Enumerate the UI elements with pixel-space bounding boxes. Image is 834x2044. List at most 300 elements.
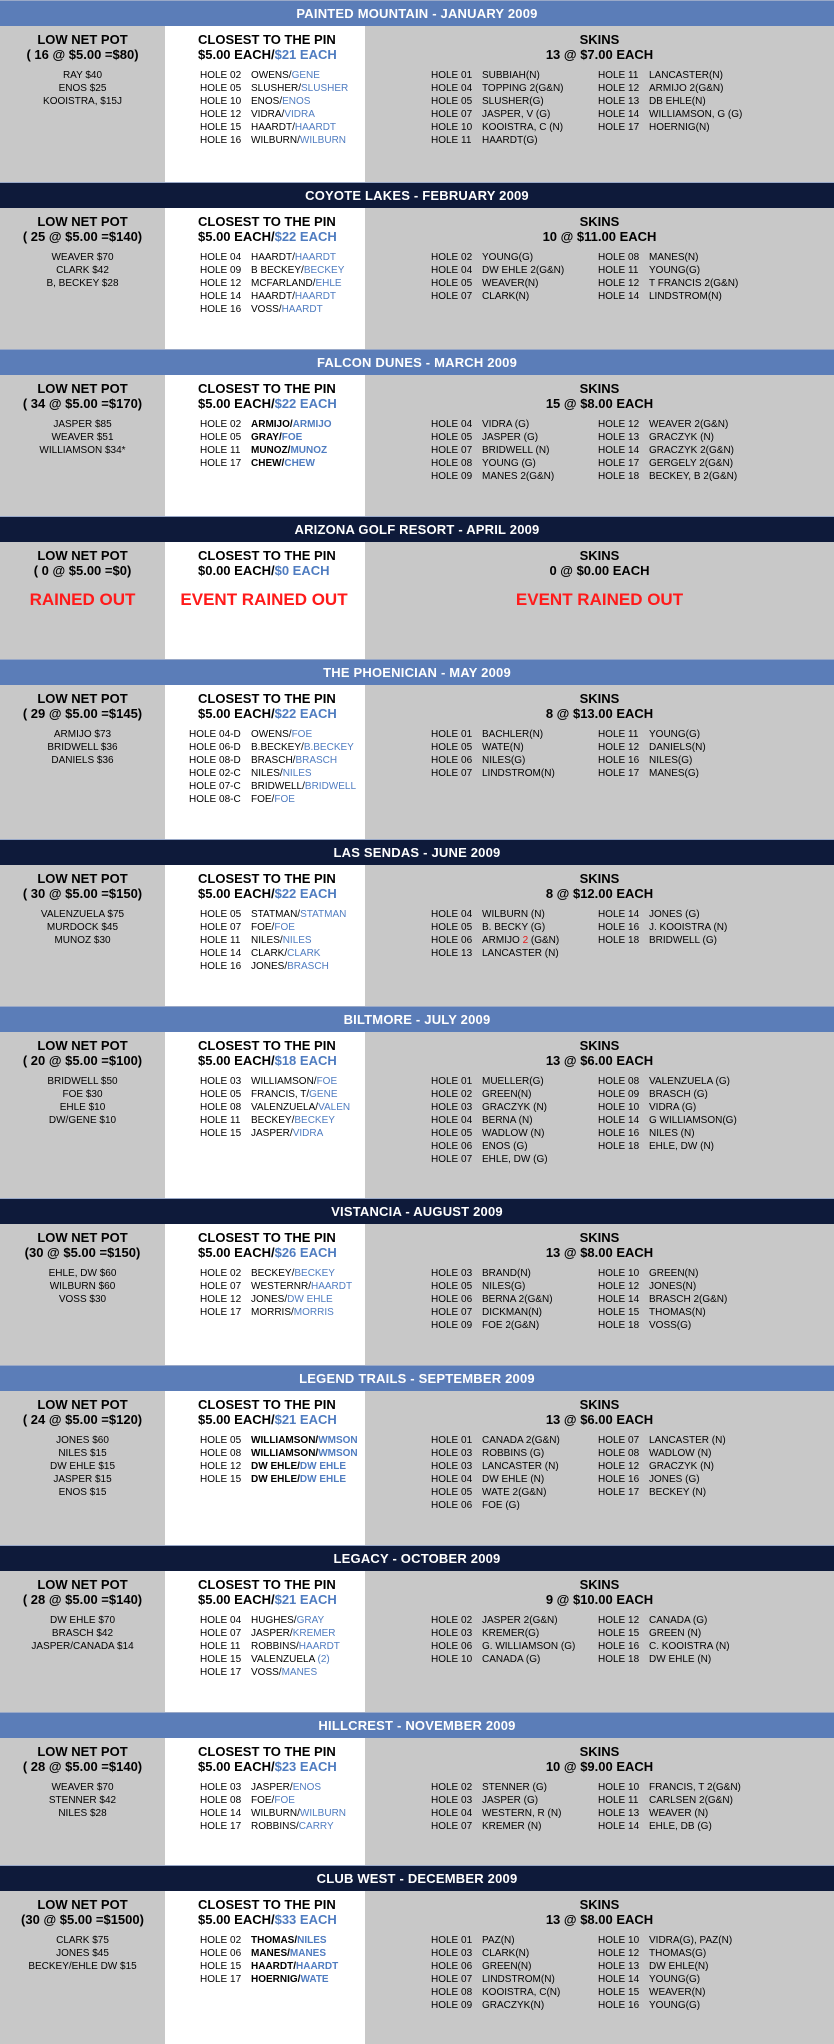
low-net-pot-title: LOW NET POT: [37, 1230, 128, 1245]
skin-row: [598, 1101, 834, 1114]
hole-number: HOLE 03: [431, 1268, 473, 1279]
skin-row: [431, 1627, 598, 1640]
pin-row: [189, 780, 365, 793]
hole-number: HOLE 04: [431, 1115, 473, 1126]
skins-column: [365, 865, 834, 1006]
skin-row: [598, 1781, 834, 1794]
skins-column: [365, 375, 834, 516]
low-net-pot-summary: ( 20 @ $5.00 =$100): [22, 1053, 143, 1068]
low-net-pot-winner: NILES $15: [58, 1448, 107, 1459]
hole-number: HOLE 14: [598, 291, 640, 302]
low-net-pot-title: LOW NET POT: [37, 1397, 128, 1412]
skin-winner: LINDSTROM(N): [649, 291, 722, 302]
hole-number: HOLE 05: [200, 432, 242, 443]
pin-winner-alt: BECKEY: [294, 1115, 335, 1126]
pin-winner-alt: VIDRA: [292, 1128, 324, 1139]
hole-number: HOLE 15: [200, 1961, 242, 1972]
skins-list-column: [365, 1614, 598, 1666]
low-net-pot-winner: DW EHLE $15: [49, 1461, 116, 1472]
payout-base: $0.00 EACH/: [198, 563, 275, 578]
low-net-pot-winner: WILBURN $60: [49, 1281, 116, 1292]
skin-count: 2: [522, 935, 529, 946]
pin-row: [200, 934, 365, 947]
hole-number: HOLE 07-C: [189, 781, 241, 792]
skin-winner: DW EHLE (N): [649, 1654, 712, 1665]
skin-row: [431, 728, 598, 741]
skin-row: [431, 1460, 598, 1473]
pin-row: [200, 108, 365, 121]
hole-number: HOLE 17: [200, 1307, 242, 1318]
low-net-pot-winner: ENOS $25: [58, 83, 107, 94]
hole-number: HOLE 07: [200, 922, 242, 933]
hole-number: HOLE 01: [431, 1435, 473, 1446]
skin-winner: WATE 2(G&N): [482, 1487, 547, 1498]
payout-base: $5.00 EACH/: [198, 1245, 275, 1260]
skin-winner: BRASCH (G): [649, 1089, 708, 1100]
hole-number: HOLE 16: [200, 135, 242, 146]
skin-winner: WADLOW (N): [482, 1128, 545, 1139]
skin-winner: ARMIJO 2(G&N): [649, 83, 724, 94]
skin-winner: HOERNIG(N): [649, 122, 710, 133]
skins-payout: 13 @ $6.00 EACH: [545, 1053, 654, 1068]
hole-number: HOLE 08: [598, 1448, 640, 1459]
payout-total: $0 EACH: [274, 563, 330, 578]
hole-number: HOLE 17: [200, 458, 242, 469]
pin-winner: CHEW/: [251, 458, 285, 469]
pin-row: [200, 1794, 365, 1807]
skin-row: [598, 1460, 834, 1473]
skin-row: [431, 741, 598, 754]
pin-winner: HAARDT/: [251, 291, 295, 302]
pin-winner: JONES/: [251, 961, 288, 972]
low-net-pot-winner: WEAVER $51: [51, 432, 114, 443]
skin-winner: BRIDWELL (N): [482, 445, 550, 456]
closest-to-pin-payout: [165, 886, 365, 901]
skins-list-column: [365, 1267, 598, 1332]
skin-winner: C. KOOISTRA (N): [649, 1641, 730, 1652]
pin-winner-alt: MANES: [289, 1948, 327, 1959]
closest-to-pin-title: CLOSEST TO THE PIN: [198, 1744, 336, 1759]
skin-row: [431, 1947, 598, 1960]
hole-number: HOLE 07: [431, 1154, 473, 1165]
payout-base: $5.00 EACH/: [198, 1912, 275, 1927]
skins-title: SKINS: [579, 548, 620, 563]
skin-winner: WILLIAMSON, G (G): [649, 109, 743, 120]
hole-number: HOLE 15: [200, 122, 242, 133]
skins-column: [365, 208, 834, 349]
skins-column: [365, 26, 834, 182]
hole-number: HOLE 07: [200, 1628, 242, 1639]
low-net-pot-column: [0, 1224, 165, 1365]
skin-winner: CARLSEN 2(G&N): [649, 1795, 733, 1806]
hole-number: HOLE 12: [598, 1615, 640, 1626]
hole-number: HOLE 12: [200, 1461, 242, 1472]
low-net-pot-winner: WEAVER $70: [51, 252, 114, 263]
pin-winner-alt: BRIDWELL: [304, 781, 357, 792]
skin-winner: B. BECKY (G): [482, 922, 546, 933]
skin-row: [431, 82, 598, 95]
event-header: THE PHOENICIAN - MAY 2009: [0, 659, 834, 685]
event-section: [0, 1712, 834, 1865]
skin-row: [431, 134, 598, 147]
pin-winner: STATMAN/: [251, 909, 301, 920]
pin-row: [200, 1101, 365, 1114]
pin-winner-alt: NILES: [282, 768, 312, 779]
hole-number: HOLE 13: [598, 1808, 640, 1819]
skin-row: [431, 767, 598, 780]
pin-winner: NILES/: [251, 935, 283, 946]
pin-winner-alt: HAARDT: [294, 291, 337, 302]
payout-total: $22 EACH: [274, 396, 337, 411]
skin-row: [598, 1319, 834, 1332]
low-net-pot-title: LOW NET POT: [37, 1577, 128, 1592]
hole-number: HOLE 12: [200, 109, 242, 120]
skin-winner: LANCASTER (N): [482, 948, 559, 959]
skin-winner: MUELLER(G): [482, 1076, 544, 1087]
pin-row: [200, 1653, 365, 1666]
pin-winner: OWENS/: [251, 70, 292, 81]
hole-number: HOLE 10: [598, 1268, 640, 1279]
skin-winner: T FRANCIS 2(G&N): [649, 278, 739, 289]
hole-number: HOLE 17: [200, 1974, 242, 1985]
hole-number: HOLE 05: [431, 922, 473, 933]
pin-winner-alt: FOE: [316, 1076, 338, 1087]
skin-row: [431, 444, 598, 457]
skins-list: [365, 1934, 834, 2012]
closest-to-pin-title: CLOSEST TO THE PIN: [198, 214, 336, 229]
skin-row: [431, 1473, 598, 1486]
skins-column: [365, 1391, 834, 1545]
pin-row: [200, 1947, 365, 1960]
pin-winner-alt: FOE: [281, 432, 303, 443]
hole-number: HOLE 05: [431, 96, 473, 107]
pin-winner: B BECKEY/: [251, 265, 304, 276]
skin-row: [598, 95, 834, 108]
pin-winner-alt: CLARK: [287, 948, 321, 959]
hole-number: HOLE 11: [200, 445, 241, 456]
hole-number: HOLE 08: [200, 1795, 242, 1806]
low-net-pot-list: [0, 251, 165, 290]
hole-number: HOLE 07: [200, 1281, 242, 1292]
pin-winner: MANES/: [251, 1948, 290, 1959]
pin-winner: GRAY/: [251, 432, 282, 443]
skin-row: [431, 418, 598, 431]
hole-number: HOLE 15: [598, 1987, 640, 1998]
closest-to-pin-title: CLOSEST TO THE PIN: [198, 32, 336, 47]
event-header: COYOTE LAKES - FEBRUARY 2009: [0, 182, 834, 208]
skin-row: [431, 431, 598, 444]
pin-row: [189, 728, 365, 741]
pin-row: [200, 908, 365, 921]
skin-row: [431, 290, 598, 303]
pin-winner-alt: FOE: [274, 1795, 295, 1806]
low-net-pot-summary: ( 25 @ $5.00 =$140): [22, 229, 143, 244]
event-section: [0, 516, 834, 659]
skin-row: [598, 1934, 834, 1947]
skins-list: [365, 1434, 834, 1512]
skin-winner: LINDSTROM(N): [482, 768, 555, 779]
payout-total: $26 EACH: [274, 1245, 337, 1260]
hole-number: HOLE 18: [598, 935, 640, 946]
skins-list-column: [598, 728, 834, 780]
pin-winner: HUGHES/: [251, 1615, 297, 1626]
hole-number: HOLE 03: [431, 1461, 473, 1472]
event-body: [0, 375, 834, 516]
pin-winner: BRASCH/: [251, 755, 296, 766]
skins-list: [365, 1614, 834, 1666]
skin-row: [431, 1153, 598, 1166]
skins-column: [365, 542, 834, 659]
skin-row: [431, 1986, 598, 1999]
pin-winner-alt: (2): [317, 1654, 330, 1665]
skins-list-column: [598, 69, 834, 147]
low-net-pot-winner: JASPER $85: [53, 419, 112, 430]
skin-winner: DW EHLE 2(G&N): [482, 265, 565, 276]
hole-number: HOLE 06: [200, 1948, 242, 1959]
hole-number: HOLE 07: [431, 109, 473, 120]
pin-row: [200, 1127, 365, 1140]
payout-base: $5.00 EACH/: [198, 886, 275, 901]
pin-row: [200, 69, 365, 82]
hole-number: HOLE 04: [431, 265, 473, 276]
pin-winner-alt: ENOS: [292, 1782, 322, 1793]
payout-total: $33 EACH: [274, 1912, 337, 1927]
skin-winner: FOE (G): [482, 1500, 520, 1511]
skin-winner: NILES(G): [482, 1281, 526, 1292]
skins-title: SKINS: [579, 1897, 620, 1912]
skin-row: [431, 1434, 598, 1447]
hole-number: HOLE 14: [200, 291, 242, 302]
skin-row: [431, 1640, 598, 1653]
pin-winner: WILLIAMSON/: [251, 1448, 319, 1459]
skin-row: [598, 1075, 834, 1088]
closest-to-pin-title: CLOSEST TO THE PIN: [198, 381, 336, 396]
closest-to-pin-title: CLOSEST TO THE PIN: [198, 1230, 336, 1245]
hole-number: HOLE 14: [598, 1294, 640, 1305]
pin-winner-alt: EHLE: [315, 278, 342, 289]
pin-row: [200, 1820, 365, 1833]
event-header: LEGACY - OCTOBER 2009: [0, 1545, 834, 1571]
skin-row: [598, 444, 834, 457]
skin-row: [598, 457, 834, 470]
event-header: CLUB WEST - DECEMBER 2009: [0, 1865, 834, 1891]
pin-winner-alt: DW EHLE: [287, 1294, 333, 1305]
hole-number: HOLE 16: [200, 961, 242, 972]
pin-row: [189, 754, 365, 767]
hole-number: HOLE 13: [598, 1961, 640, 1972]
pin-winner: BRIDWELL/: [251, 781, 305, 792]
skins-payout: 13 @ $8.00 EACH: [545, 1245, 654, 1260]
hole-number: HOLE 12: [200, 1294, 242, 1305]
hole-number: HOLE 03: [431, 1948, 473, 1959]
skin-row: [598, 741, 834, 754]
pin-winner: FOE/: [251, 794, 275, 805]
pin-row: [200, 264, 365, 277]
hole-number: HOLE 14: [598, 109, 640, 120]
hole-number: HOLE 10: [598, 1782, 640, 1793]
pin-row: [200, 444, 365, 457]
event-body: [0, 1032, 834, 1198]
skin-row: [598, 728, 834, 741]
skin-row: [431, 264, 598, 277]
hole-number: HOLE 05: [431, 278, 473, 289]
hole-number: HOLE 04: [431, 1808, 473, 1819]
skin-winner: DANIELS(N): [649, 742, 706, 753]
pin-row: [200, 82, 365, 95]
skin-winner: J. KOOISTRA (N): [649, 922, 728, 933]
skin-winner: JASPER, V (G): [482, 109, 551, 120]
skin-winner: G WILLIAMSON(G): [649, 1115, 737, 1126]
low-net-pot-title: LOW NET POT: [37, 381, 128, 396]
pin-winner-alt: HAARDT: [294, 122, 337, 133]
skin-winner: GRACZYK (N): [649, 1461, 714, 1472]
low-net-pot-column: [0, 375, 165, 516]
pin-winner: OWENS/: [251, 729, 292, 740]
skin-row: [598, 1293, 834, 1306]
pin-row: [200, 1088, 365, 1101]
hole-number: HOLE 05: [431, 1128, 473, 1139]
skins-title: SKINS: [579, 691, 620, 706]
low-net-pot-winner: DW EHLE $70: [49, 1615, 116, 1626]
hole-number: HOLE 18: [598, 471, 640, 482]
skins-list: [365, 1267, 834, 1332]
skins-column: [365, 1891, 834, 2044]
pin-winner-alt: CARRY: [298, 1821, 334, 1832]
skin-winner: JASPER (G): [482, 432, 539, 443]
closest-to-pin-list: [165, 418, 365, 470]
skin-row: [431, 1794, 598, 1807]
pin-row: [200, 1280, 365, 1293]
pin-row: [200, 457, 365, 470]
hole-number: HOLE 13: [431, 948, 473, 959]
hole-number: HOLE 17: [598, 122, 640, 133]
pin-row: [200, 1781, 365, 1794]
closest-to-pin-column: [165, 1571, 365, 1712]
skin-winner: YOUNG(G): [649, 2000, 701, 2011]
skin-row: [598, 1973, 834, 1986]
pin-row: [200, 1807, 365, 1820]
skins-list-column: [598, 908, 834, 960]
pin-row: [200, 251, 365, 264]
hole-number: HOLE 08: [200, 1448, 242, 1459]
hole-number: HOLE 13: [598, 432, 640, 443]
hole-number: HOLE 14: [200, 948, 242, 959]
skins-list-column: [598, 1075, 834, 1166]
payout-base: $5.00 EACH/: [198, 47, 275, 62]
pin-row: [200, 1460, 365, 1473]
closest-to-pin-list: [165, 1614, 365, 1679]
closest-to-pin-column: [165, 865, 365, 1006]
skin-winner: KOOISTRA, C(N): [482, 1987, 561, 1998]
skin-row: [598, 1794, 834, 1807]
skins-payout: 8 @ $13.00 EACH: [545, 706, 654, 721]
pin-winner: BECKEY/: [251, 1268, 295, 1279]
skin-winner: GREEN(N): [649, 1268, 699, 1279]
hole-number: HOLE 07: [431, 291, 473, 302]
low-net-pot-winner: JONES $45: [56, 1948, 109, 1959]
hole-number: HOLE 02: [200, 70, 242, 81]
low-net-pot-winner: DANIELS $36: [51, 755, 114, 766]
event-header: BILTMORE - JULY 2009: [0, 1006, 834, 1032]
pin-winner-alt: HAARDT: [296, 1961, 339, 1972]
skin-winner: BECKEY (N): [649, 1487, 707, 1498]
pin-row: [200, 303, 365, 316]
hole-number: HOLE 16: [598, 1128, 640, 1139]
skin-row: [598, 1088, 834, 1101]
hole-number: HOLE 12: [200, 278, 242, 289]
event-section: [0, 839, 834, 1006]
payout-total: $22 EACH: [274, 229, 337, 244]
skins-list-column: [365, 728, 598, 780]
hole-number: HOLE 02: [431, 1615, 473, 1626]
pin-winner: DW EHLE/: [251, 1461, 300, 1472]
event-body: [0, 208, 834, 349]
pin-winner: SLUSHER/: [251, 83, 302, 94]
hole-number: HOLE 14: [598, 1821, 640, 1832]
low-net-pot-column: [0, 26, 165, 182]
skin-row: [598, 121, 834, 134]
skin-winner: YOUNG(G): [649, 1974, 701, 1985]
skin-row: [598, 1114, 834, 1127]
payout-base: $5.00 EACH/: [198, 1592, 275, 1607]
skins-list-column: [365, 1781, 598, 1833]
pin-winner-alt: ARMIJO: [292, 419, 332, 430]
pin-row: [200, 418, 365, 431]
hole-number: HOLE 04: [431, 419, 473, 430]
hole-number: HOLE 01: [431, 1935, 473, 1946]
hole-number: HOLE 06-D: [189, 742, 241, 753]
skin-row: [431, 1319, 598, 1332]
pin-row: [200, 1473, 365, 1486]
pin-winner: HAARDT/: [251, 252, 295, 263]
pin-winner: JASPER/: [251, 1128, 293, 1139]
pin-winner-alt: NILES: [282, 935, 312, 946]
pin-winner-alt: ENOS: [282, 96, 311, 107]
closest-to-pin-list: [165, 908, 365, 973]
skin-winner: DW EHLE(N): [649, 1961, 709, 1972]
skin-winner: GRACZYK 2(G&N): [649, 445, 735, 456]
rained-out-notice: RAINED OUT: [29, 590, 136, 609]
low-net-pot-winner: WEAVER $70: [51, 1782, 114, 1793]
hole-number: HOLE 10: [431, 1654, 473, 1665]
closest-to-pin-column: [165, 1391, 365, 1545]
hole-number: HOLE 05: [431, 1487, 473, 1498]
hole-number: HOLE 07: [598, 1435, 640, 1446]
pin-winner: HAARDT/: [251, 122, 295, 133]
skin-row: [431, 1447, 598, 1460]
skin-winner: YOUNG (G): [482, 458, 536, 469]
low-net-pot-summary: (30 @ $5.00 =$1500): [21, 1912, 144, 1927]
hole-number: HOLE 08-C: [189, 794, 241, 805]
event-section: [0, 1198, 834, 1365]
low-net-pot-winner: BRIDWELL $36: [47, 742, 118, 753]
skin-winner: GRACZYK (N): [482, 1102, 547, 1113]
low-net-pot-winner: VOSS $30: [58, 1294, 107, 1305]
pin-winner: WESTERNR/: [251, 1281, 311, 1292]
pin-winner: NILES/: [251, 768, 283, 779]
skin-winner: GRACZYK (N): [649, 432, 714, 443]
hole-number: HOLE 18: [598, 1320, 640, 1331]
skin-winner: ROBBINS (G): [482, 1448, 545, 1459]
skin-type: (G&N): [528, 935, 560, 946]
hole-number: HOLE 12: [598, 83, 640, 94]
hole-number: HOLE 03: [431, 1102, 473, 1113]
low-net-pot-winner: EHLE $10: [59, 1102, 106, 1113]
skin-winner: GREEN (N): [649, 1628, 702, 1639]
low-net-pot-title: LOW NET POT: [37, 214, 128, 229]
skin-row: [431, 1934, 598, 1947]
pin-winner-alt: NILES: [297, 1935, 327, 1946]
